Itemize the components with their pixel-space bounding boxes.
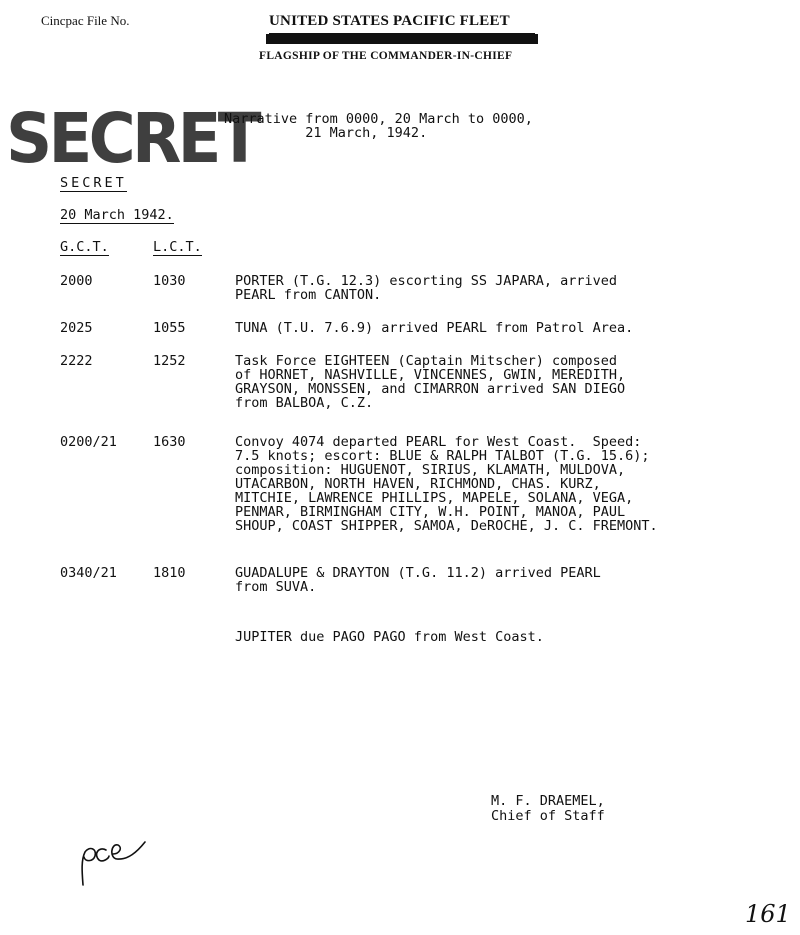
page-number: 161 bbox=[745, 900, 791, 928]
entry-lct: 1810 bbox=[153, 565, 186, 581]
entry-lct: 1630 bbox=[153, 434, 186, 450]
entry-text: Task Force EIGHTEEN (Captain Mitscher) composed of HORNET, NASHVILLE, VINCENNES, GWIN, MEREDITH, GRAYSON, MONSSEN, and CIMARRON arrived SAN DIEGO from BALBOA, C.Z. bbox=[235, 353, 626, 411]
signer-title: Chief of Staff bbox=[491, 808, 605, 824]
redaction-bar bbox=[266, 34, 538, 44]
narrative-heading: Narrative from 0000, 20 March to 0000, 21 March, 1942. bbox=[224, 111, 533, 141]
file-number-label: Cincpac File No. bbox=[41, 13, 130, 28]
flagship-subtitle: FLAGSHIP OF THE COMMANDER-IN-CHIEF bbox=[259, 50, 513, 62]
entry-gct: 2000 bbox=[60, 273, 93, 289]
date-heading: 20 March 1942. bbox=[60, 207, 174, 223]
entry-gct: 2222 bbox=[60, 353, 93, 369]
entry-text: Convoy 4074 departed PEARL for West Coast. Speed: 7.5 knots; escort: BLUE & RALPH TALBOT (T.G. 15.6); composition: HUGUENOT, SIRIUS, KLAMATH, MULDOVA, UTACARBON, NORTH HAVEN, RICHMOND, CHAS. KURZ, MITCHIE, LAWRENCE PHILLIPS, MAPELE, SOLANA, VEGA, PENMAR, BIRMINGHAM CITY, W.H. POINT, MANOA, PAUL SHOUP, COAST SHIPPER, SAMOA, DeROCHE, J. C. FREMONT. bbox=[235, 434, 658, 534]
entry-lct: 1252 bbox=[153, 353, 186, 369]
classification-label: SECRET bbox=[60, 175, 127, 191]
entry-text: GUADALUPE & DRAYTON (T.G. 11.2) arrived PEARL from SUVA. bbox=[235, 565, 601, 595]
column-header-lct: L.C.T. bbox=[153, 239, 202, 255]
entry-text: TUNA (T.U. 7.6.9) arrived PEARL from Patrol Area. bbox=[235, 320, 634, 336]
entry-text: PORTER (T.G. 12.3) escorting SS JAPARA, arrived PEARL from CANTON. bbox=[235, 273, 618, 303]
entry-gct: 2025 bbox=[60, 320, 93, 336]
fleet-title: UNITED STATES PACIFIC FLEET bbox=[269, 13, 510, 29]
entry-gct: 0200/21 bbox=[60, 434, 117, 450]
note-text: JUPITER due PAGO PAGO from West Coast. bbox=[235, 629, 544, 645]
entry-lct: 1030 bbox=[153, 273, 186, 289]
secret-stamp: SECRET bbox=[6, 99, 258, 179]
signer-name: M. F. DRAEMEL, bbox=[491, 793, 605, 809]
handwritten-initials bbox=[73, 830, 153, 890]
entry-gct: 0340/21 bbox=[60, 565, 117, 581]
entry-lct: 1055 bbox=[153, 320, 186, 336]
column-header-gct: G.C.T. bbox=[60, 239, 109, 255]
